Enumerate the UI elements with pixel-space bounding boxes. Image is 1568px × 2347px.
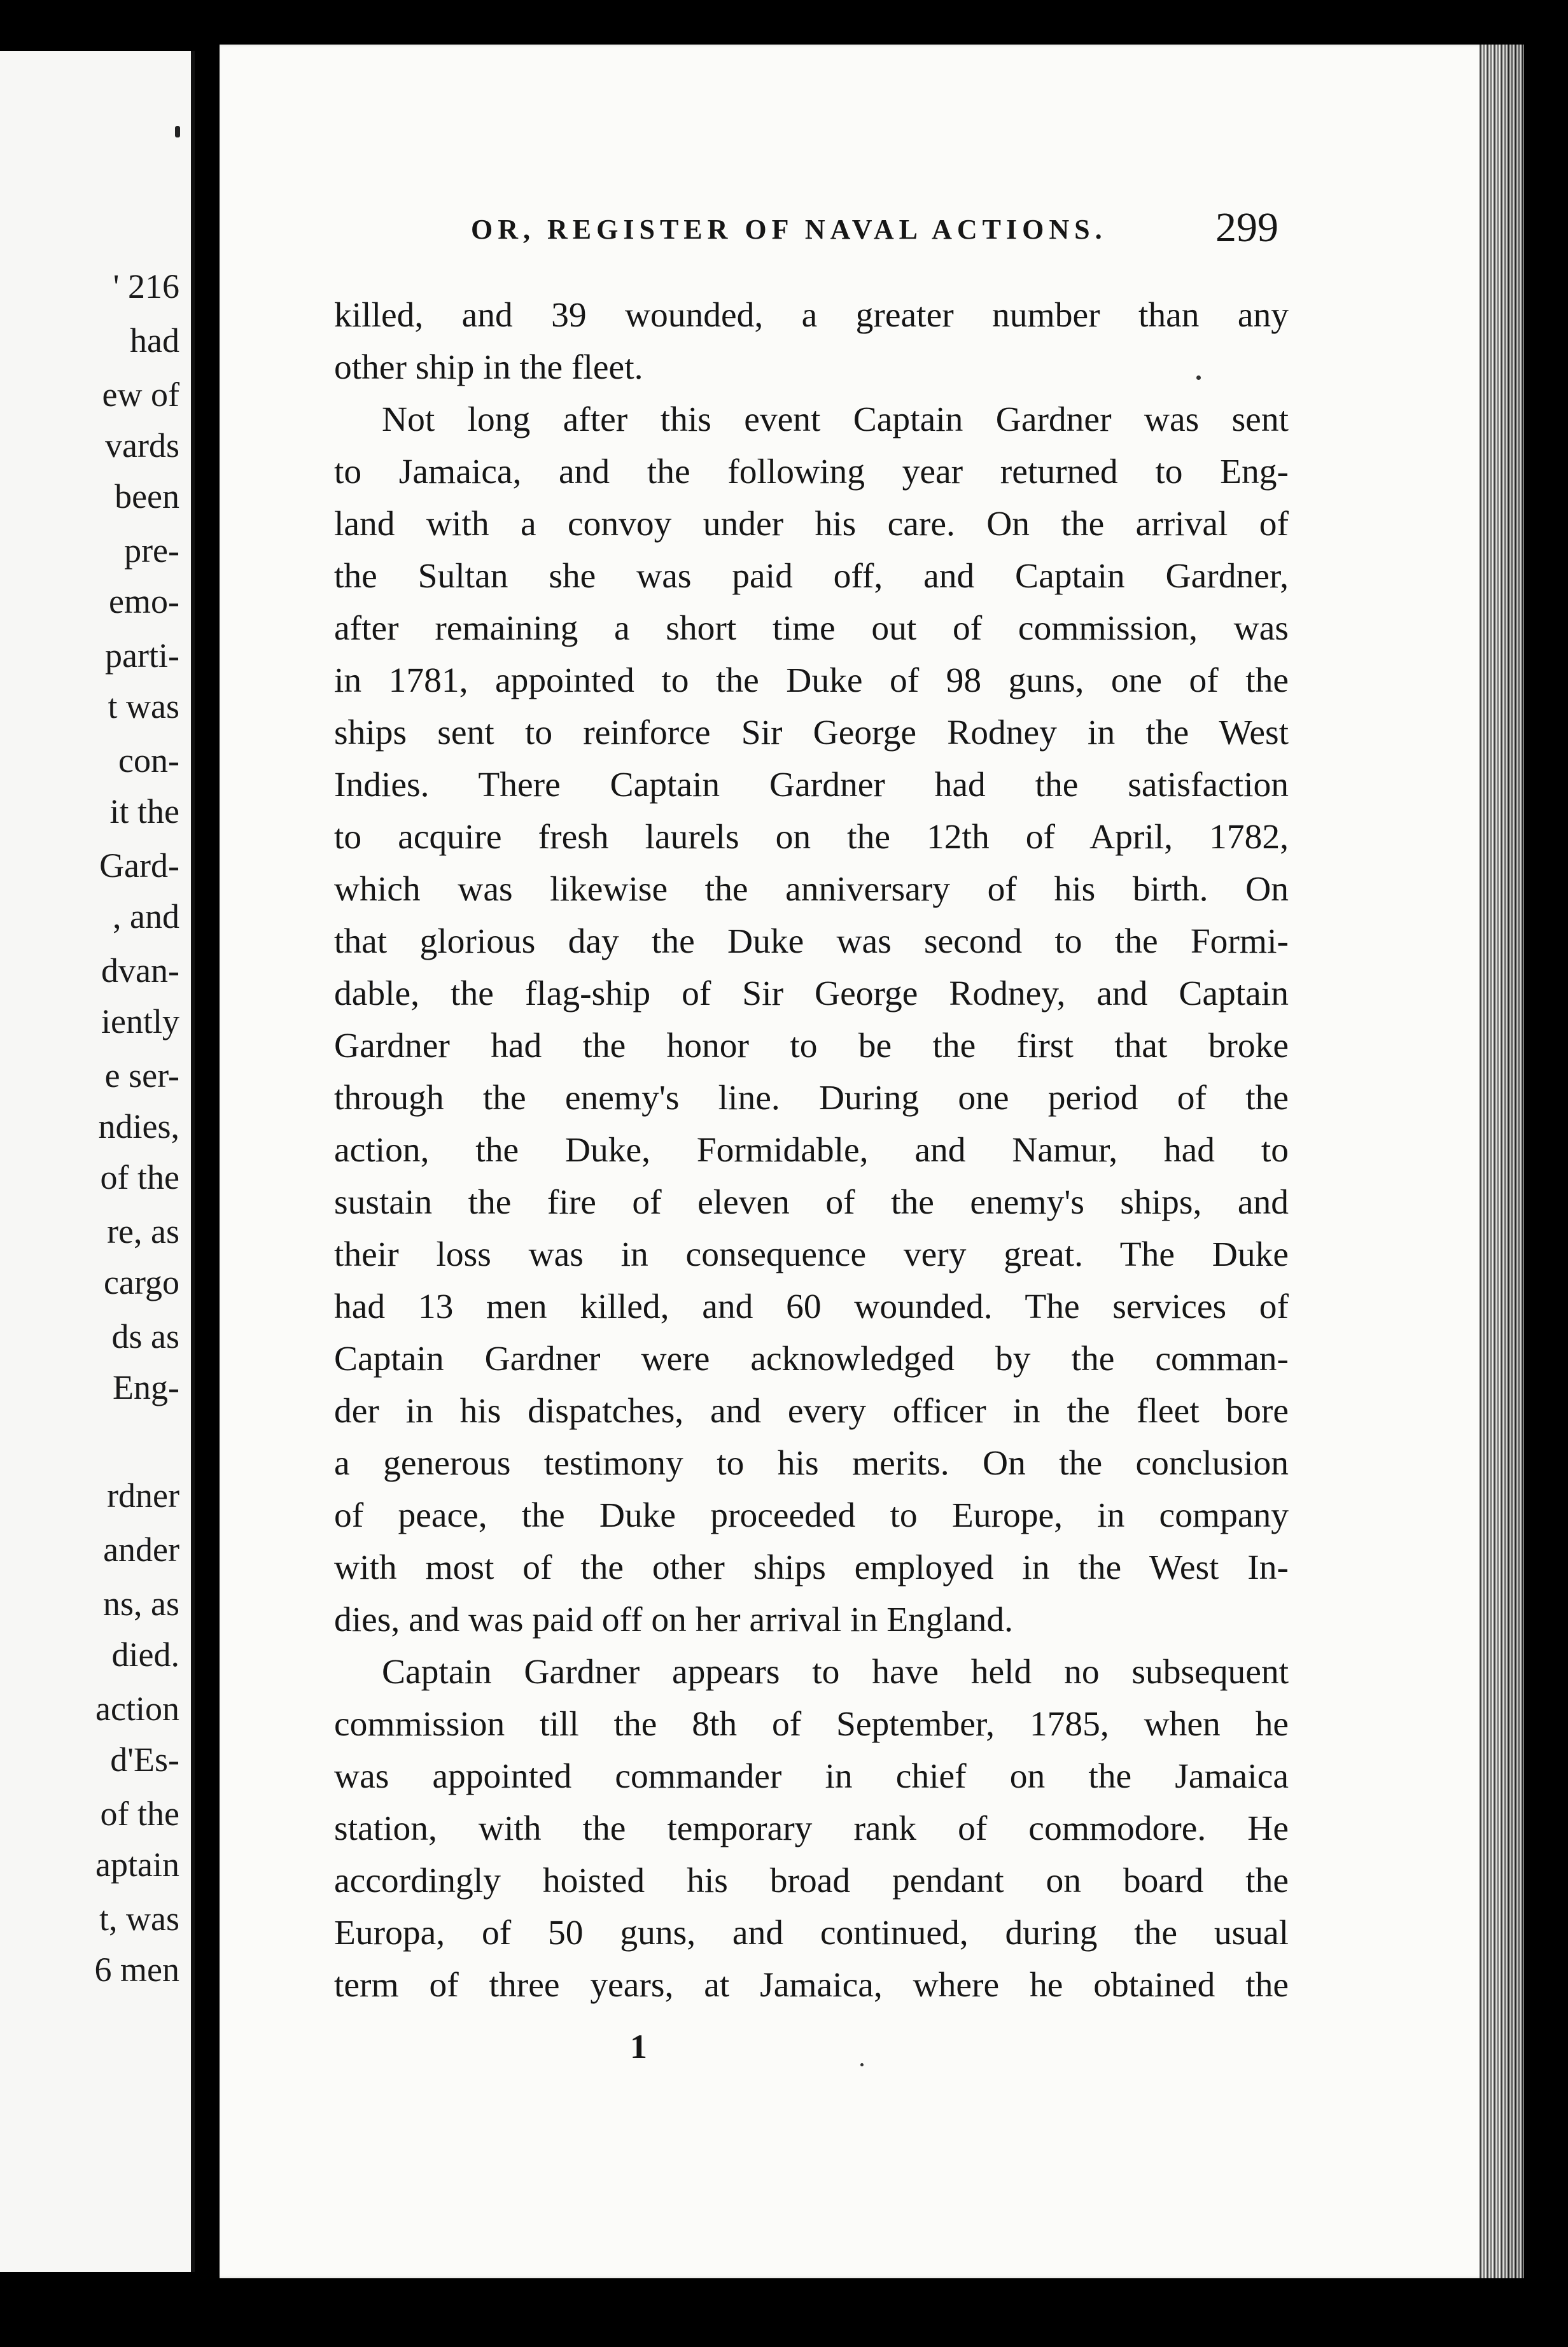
- facing-page-fragment-line: ndies,: [98, 1107, 179, 1145]
- facing-page-fragment-line: pre-: [124, 531, 179, 570]
- text-line: dable, the flag-ship of Sir George Rodney, and Captain: [334, 974, 1289, 1013]
- text-line: dies, and was paid off on her arrival in England.: [334, 1601, 1014, 1639]
- text-line: action, the Duke, Formidable, and Namur, had to: [334, 1131, 1289, 1170]
- text-line: of peace, the Duke proceeded to Europe, in company: [334, 1496, 1289, 1535]
- text-line: a generous testimony to his merits. On the conclusion: [334, 1444, 1289, 1483]
- facing-page-fragment: [0, 51, 195, 2272]
- facing-page-fragment-line: of the: [100, 1795, 179, 1833]
- facing-page-fragment-line: cargo: [104, 1263, 179, 1301]
- facing-page-fragment-line: Gard-: [99, 846, 179, 885]
- page-number: 299: [1215, 204, 1278, 251]
- facing-page-fragment-line: ns, as: [103, 1585, 179, 1623]
- facing-page-fragment-line: parti-: [105, 636, 179, 675]
- facing-page-fragment-line: iently: [101, 1002, 179, 1040]
- text-line: to Jamaica, and the following year returned to Eng-: [334, 452, 1289, 491]
- text-line: with most of the other ships employed in the West In-: [334, 1548, 1289, 1587]
- facing-page-fragment-line: of the: [100, 1158, 179, 1196]
- text-line: Gardner had the honor to be the first that broke: [334, 1026, 1289, 1065]
- facing-page-fragment-line: d'Es-: [110, 1741, 179, 1779]
- text-line: was appointed commander in chief on the Jamaica: [334, 1757, 1289, 1796]
- text-line: ships sent to reinforce Sir George Rodney in the West: [334, 713, 1289, 752]
- facing-page-fragment-line: ds as: [111, 1317, 179, 1356]
- facing-page-fragment-line: emo-: [109, 582, 179, 620]
- text-line: to acquire fresh laurels on the 12th of April, 1782,: [334, 818, 1289, 857]
- facing-page-fragment-line: aptain: [95, 1846, 179, 1884]
- text-line: Captain Gardner appears to have held no subsequent: [382, 1653, 1289, 1692]
- facing-page-fragment-line: t was: [108, 687, 179, 725]
- text-line: accordingly hoisted his broad pendant on board the: [334, 1861, 1289, 1900]
- facing-page-fragment-line: t, was: [99, 1900, 179, 1938]
- facing-page-fragment-line: been: [115, 477, 179, 515]
- body-text: [334, 290, 1289, 2012]
- text-line: station, with the temporary rank of commodore. He: [334, 1809, 1289, 1848]
- text-line: in 1781, appointed to the Duke of 98 guns, one of the: [334, 661, 1289, 700]
- margin-mark: [175, 126, 180, 137]
- text-line: Not long after this event Captain Gardner was sent: [382, 400, 1289, 439]
- text-line: Indies. There Captain Gardner had the satisfaction: [334, 766, 1289, 804]
- text-line: after remaining a short time out of commission, was: [334, 609, 1289, 648]
- facing-page-fragment-line: action: [95, 1690, 179, 1728]
- text-line: land with a convoy under his care. On the arrival of: [334, 505, 1289, 543]
- facing-page-fragment-line: vards: [105, 426, 179, 465]
- facing-page-fragment-line: , and: [113, 897, 179, 935]
- text-line: commission till the 8th of September, 1785, when he: [334, 1705, 1289, 1744]
- facing-page-fragment-line: ander: [103, 1531, 179, 1569]
- text-line: other ship in the fleet.: [334, 348, 643, 387]
- signature-mark: 1: [630, 2028, 647, 2066]
- print-speck: [1196, 375, 1201, 380]
- facing-page-fragment-line: had: [130, 321, 179, 360]
- facing-page-fragment-line: re, as: [107, 1212, 179, 1251]
- facing-page-fragment-line: e ser-: [104, 1056, 179, 1095]
- facing-page-fragment-line: it the: [109, 792, 179, 830]
- text-line: der in his dispatches, and every officer in the fleet bore: [334, 1392, 1289, 1431]
- running-head: OR, REGISTER OF NAVAL ACTIONS.: [471, 214, 1107, 245]
- facing-page-fragment-line: con-: [118, 741, 179, 780]
- facing-page-fragment-line: 6 men: [94, 1951, 179, 1989]
- text-line: term of three years, at Jamaica, where he obtained the: [334, 1966, 1289, 2005]
- text-line: their loss was in consequence very great. The Duke: [334, 1235, 1289, 1274]
- facing-page-fragment-line: Eng-: [113, 1368, 179, 1406]
- facing-page-fragment-line: rdner: [107, 1476, 179, 1515]
- text-line: Captain Gardner were acknowledged by the comman-: [334, 1340, 1289, 1378]
- print-speck: [860, 2063, 864, 2066]
- facing-page-fragment-line: dvan-: [101, 951, 179, 990]
- facing-page-fragment-line: ' 216: [113, 267, 179, 305]
- text-line: killed, and 39 wounded, a greater number than any: [334, 296, 1289, 335]
- text-line: sustain the fire of eleven of the enemy's ships, and: [334, 1183, 1289, 1222]
- text-line: Europa, of 50 guns, and continued, during the usual: [334, 1914, 1289, 1952]
- text-line: had 13 men killed, and 60 wounded. The services of: [334, 1287, 1289, 1326]
- text-line: the Sultan she was paid off, and Captain Gardner,: [334, 557, 1289, 596]
- facing-page-fragment-line: died.: [111, 1636, 179, 1674]
- text-line: which was likewise the anniversary of his birth. On: [334, 870, 1289, 909]
- text-line: through the enemy's line. During one period of the: [334, 1079, 1289, 1117]
- text-line: that glorious day the Duke was second to the Formi-: [334, 922, 1289, 961]
- facing-page-fragment-line: ew of: [102, 375, 179, 414]
- page-edge: [1480, 45, 1524, 2278]
